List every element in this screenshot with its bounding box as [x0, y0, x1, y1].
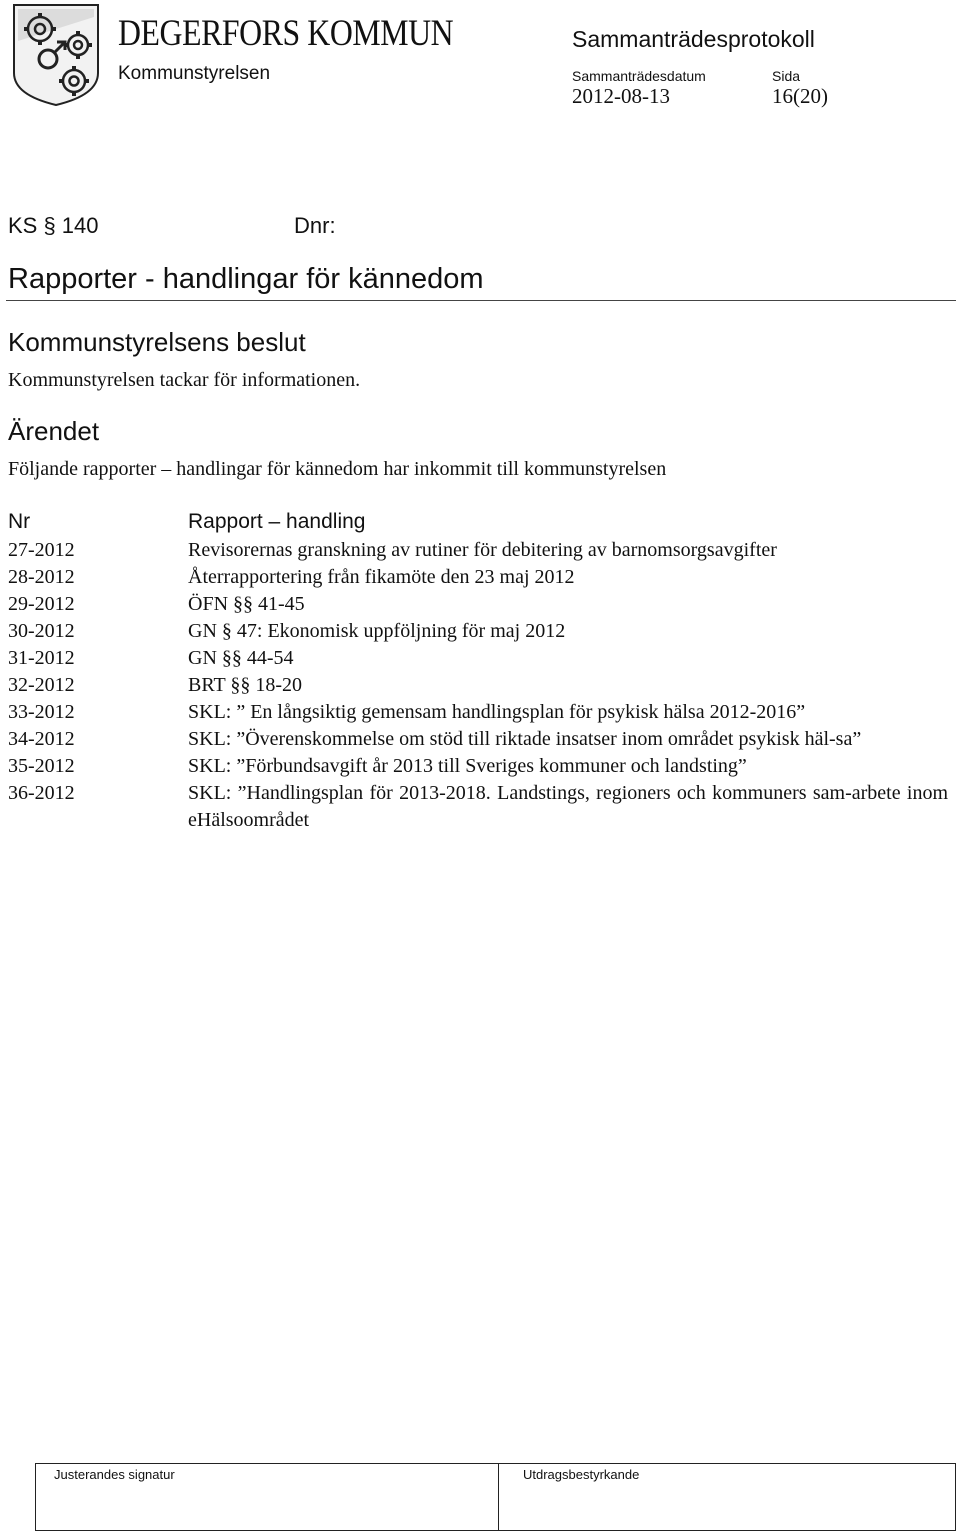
matter-text: Följande rapporter – handlingar för kännedom har inkommit till kommunstyrelsen [8, 458, 667, 480]
report-text: SKL: ” En långsiktig gemensam handlingsplan för psykisk hälsa 2012-2016” [188, 701, 806, 723]
municipal-logo-icon [12, 3, 100, 107]
list-item [8, 672, 948, 699]
list-item [8, 564, 948, 591]
report-list [8, 537, 948, 834]
page-number: 16(20) [772, 84, 828, 108]
decision-heading: Kommunstyrelsens beslut [8, 327, 306, 357]
list-item [8, 537, 948, 564]
list-item [8, 726, 948, 753]
committee-name: Kommunstyrelsen [118, 63, 271, 84]
report-number: 36-2012 [8, 782, 75, 804]
list-item [8, 699, 948, 726]
report-text: SKL: ”Förbundsavgift år 2013 till Sveriges kommuner och landsting” [188, 755, 747, 777]
column-header-report: Rapport – handling [188, 510, 366, 533]
column-header-nr: Nr [8, 510, 31, 533]
page-title: Rapporter - handlingar för kännedom [8, 263, 484, 295]
document-type: Sammanträdesprotokoll [572, 26, 815, 52]
list-item [8, 618, 948, 645]
report-number: 35-2012 [8, 755, 75, 777]
report-number: 27-2012 [8, 539, 75, 561]
meeting-date: 2012-08-13 [572, 84, 670, 108]
report-text: GN § 47: Ekonomisk uppföljning för maj 2012 [188, 620, 566, 642]
report-text: GN §§ 44-54 [188, 647, 294, 669]
decision-text: Kommunstyrelsen tackar för informationen. [8, 369, 361, 391]
list-item [8, 753, 948, 780]
list-item [8, 645, 948, 672]
report-number: 31-2012 [8, 647, 75, 669]
meeting-date-label: Sammanträdesdatum [572, 68, 706, 84]
report-number: 33-2012 [8, 701, 75, 723]
report-text: SKL: ”Överenskommelse om stöd till riktade insatser inom området psykisk häl-sa” [188, 728, 862, 750]
report-number: 34-2012 [8, 728, 75, 750]
report-text: BRT §§ 18-20 [188, 674, 302, 696]
signature-label: Justerandes signatur [54, 1467, 175, 1482]
report-text: Återrapportering från fikamöte den 23 maj 2012 [188, 566, 575, 588]
report-text: ÖFN §§ 41-45 [188, 593, 305, 615]
signature-divider [498, 1463, 499, 1531]
list-item [8, 780, 948, 834]
page-label: Sida [772, 68, 801, 84]
report-number: 30-2012 [8, 620, 75, 642]
matter-heading: Ärendet [8, 416, 100, 446]
report-number: 28-2012 [8, 566, 75, 588]
list-item [8, 591, 948, 618]
report-text: SKL: ”Handlingsplan för 2013-2018. Landstings, regioners och kommuners sam-arbete inom eHälsoområdet [188, 782, 948, 831]
report-number: 29-2012 [8, 593, 75, 615]
extract-certification-label: Utdragsbestyrkande [523, 1467, 640, 1482]
report-number: 32-2012 [8, 674, 75, 696]
case-number: KS § 140 [8, 213, 99, 238]
title-divider [6, 300, 956, 301]
report-text: Revisorernas granskning av rutiner för debitering av barnomsorgsavgifter [188, 539, 777, 561]
municipality-name: DEGERFORS KOMMUN [118, 13, 454, 54]
diary-number: Dnr: [294, 213, 336, 238]
